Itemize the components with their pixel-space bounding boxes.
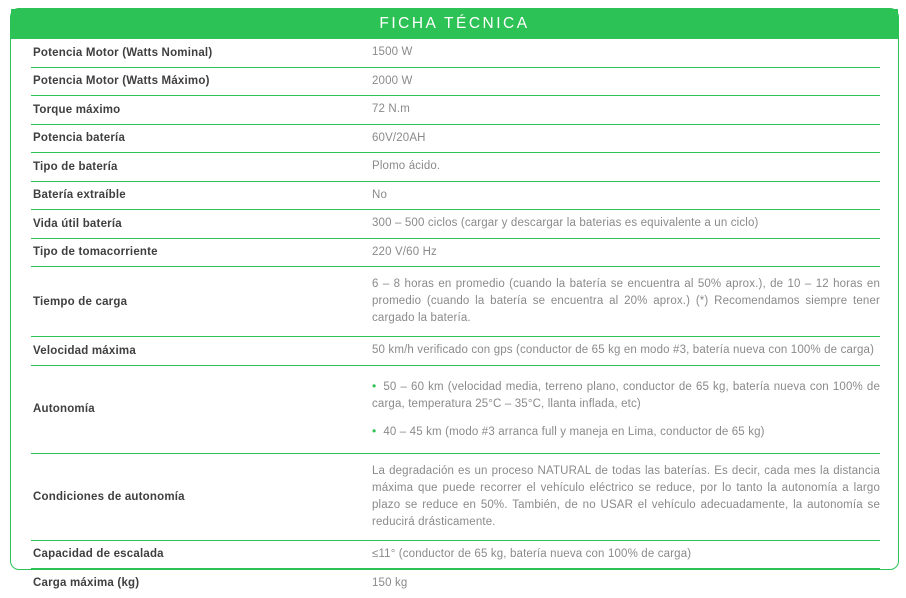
bullet-text: 50 – 60 km (velocidad media, terreno plano, conductor de 65 kg, batería nueva con 100% de carga, temperatura 25°C – 35°C, llanta inflada, etc): [372, 380, 880, 410]
spec-label: Carga máxima (kg): [33, 577, 140, 590]
spec-value: 60V/20AH: [372, 131, 426, 144]
spec-value: La degradación es un proceso NATURAL de todas las baterías. Es decir, cada mes la distancia máxima que puede recorrer el vehículo eléctrico se reduce, por lo tanto la autonomía a largo plazo se reduce en 50%. También, de no USAR el vehículo adecuadamente, la autonomía se reducirá drásticamente.: [372, 464, 880, 528]
spec-row: [31, 96, 880, 125]
spec-value: 50 km/h verificado con gps (conductor de 65 kg en modo #3, batería nueva con 100% de carga): [372, 344, 875, 357]
bullet-item: [372, 378, 880, 413]
spec-label: Vida útil batería: [33, 217, 122, 230]
spec-row: [31, 337, 880, 366]
spec-value: 1500 W: [372, 46, 413, 59]
spec-label: Tipo de tomacorriente: [33, 246, 158, 259]
spec-row: [31, 182, 880, 211]
spec-sheet-title: FICHA TÉCNICA: [11, 9, 898, 39]
spec-label: Velocidad máxima: [33, 344, 136, 357]
spec-label: Potencia Motor (Watts Máximo): [33, 75, 210, 88]
spec-label: Condiciones de autonomía: [33, 490, 185, 503]
spec-row: [31, 125, 880, 154]
spec-row: [31, 210, 880, 239]
spec-sheet-card: [10, 8, 899, 590]
spec-label: Autonomía: [33, 403, 95, 415]
bullet-icon: •: [372, 423, 377, 438]
spec-value: 72 N.m: [372, 103, 410, 116]
spec-label: Torque máximo: [33, 103, 121, 116]
spec-value: 150 kg: [372, 576, 408, 589]
spec-value: ≤11° (conductor de 65 kg, batería nueva con 100% de carga): [372, 547, 692, 560]
spec-value: [372, 366, 880, 453]
spec-row: [31, 541, 880, 570]
spec-value: 220 V/60 Hz: [372, 245, 437, 258]
spec-label: Potencia batería: [33, 132, 126, 145]
spec-value: No: [372, 188, 388, 201]
spec-label: Batería extraíble: [33, 189, 126, 202]
spec-label: Capacidad de escalada: [33, 548, 164, 561]
spec-row: [31, 68, 880, 97]
spec-label: Tipo de batería: [33, 160, 118, 173]
bullet-item: [372, 423, 880, 441]
spec-row: [31, 454, 880, 541]
spec-row: [31, 39, 880, 68]
spec-table-body: [11, 39, 898, 598]
spec-row: [31, 366, 880, 454]
spec-label: Potencia Motor (Watts Nominal): [33, 46, 213, 59]
spec-row: [31, 569, 880, 598]
bullet-text: 40 – 45 km (modo #3 arranca full y maneja en Lima, conductor de 65 kg): [383, 425, 765, 438]
spec-value: 6 – 8 horas en promedio (cuando la batería se encuentra al 50% aprox.), de 10 – 12 horas en promedio (cuando la batería se encuentra al 20% aprox.) (*) Recomendamos siempre tener cargado la batería.: [372, 278, 880, 324]
spec-value: 300 – 500 ciclos (cargar y descargar la baterias es equivalente a un ciclo): [372, 217, 759, 230]
spec-label: Tiempo de carga: [33, 295, 128, 308]
spec-row: [31, 153, 880, 182]
spec-value: 2000 W: [372, 74, 413, 87]
spec-row: [31, 267, 880, 337]
spec-value: Plomo ácido.: [372, 160, 441, 173]
spec-row: [31, 239, 880, 268]
bullet-icon: •: [372, 378, 377, 393]
